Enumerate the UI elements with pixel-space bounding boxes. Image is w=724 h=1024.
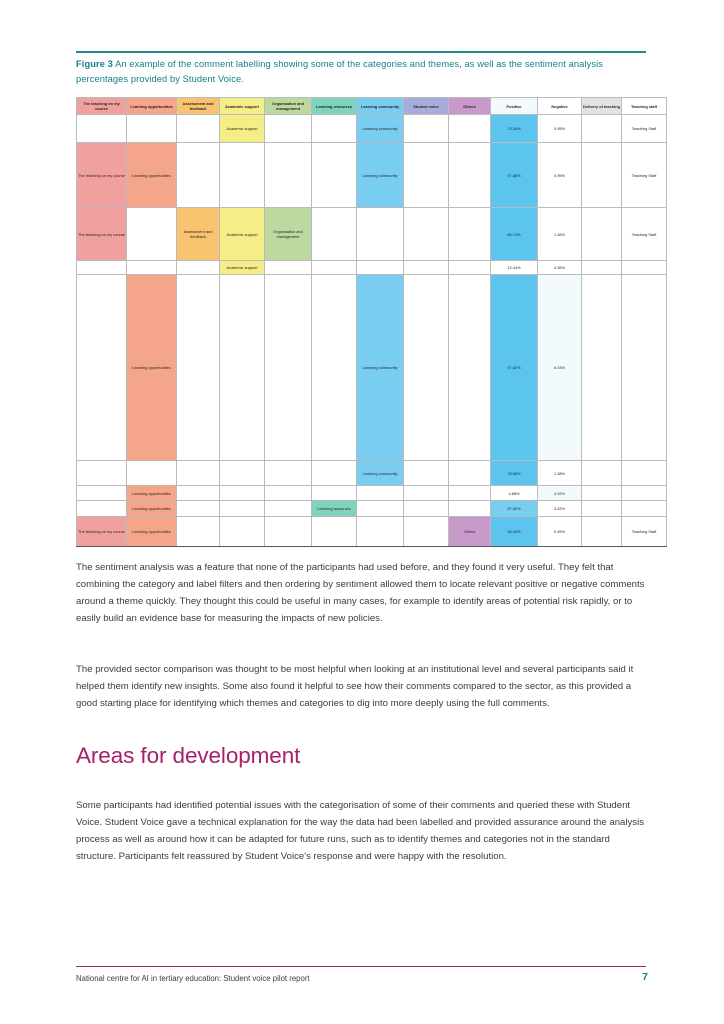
cell-empty-orgmgmt [265, 115, 312, 143]
cell-label: Teaching Staff [631, 172, 657, 178]
column-header-label: Learning resources [315, 103, 353, 109]
cell-empty-assessment [177, 261, 220, 275]
column-header-label: Learning community [360, 103, 400, 109]
cell-label: Learning opportunities [132, 529, 171, 534]
cell-empty-assessment [177, 486, 220, 501]
cell-empty-others [449, 501, 491, 517]
comment-labelling-table [76, 97, 667, 547]
cell-empty-learncomm [357, 261, 404, 275]
column-header-label: Learning opportunities [130, 103, 173, 109]
cell-label: Teaching Staff [631, 529, 657, 534]
column-header-delivery [582, 98, 622, 115]
table-row [77, 501, 667, 517]
table-row [77, 486, 667, 501]
cell-empty-learnres [312, 261, 357, 275]
cell-label: 1.36% [553, 231, 566, 237]
cell-empty-others [449, 208, 491, 261]
cell-learncomm [357, 461, 404, 486]
paragraph-sentiment-analysis: The sentiment analysis was a feature that none of the participants had used before, and they found it very useful. They felt that combining the category and label filters and then ordering by sentiment allowed them to locate relevant positive or negative comments around a theme quickly. They thought this could be useful in many cases, for example to identify areas of potential risk rapidly, or to easily build an evidence base for measuring the impacts of new policies. [76, 561, 645, 624]
column-header-learnopp [127, 98, 177, 115]
cell-label: Others [463, 529, 476, 534]
cell-label: 1.38% [553, 470, 566, 476]
cell-empty-delivery [582, 208, 622, 261]
table-row [77, 461, 667, 486]
cell-acadsupport [220, 115, 265, 143]
cell-empty-studvoice [404, 208, 449, 261]
cell-empty-teaching [77, 486, 127, 501]
cell-empty-assessment [177, 143, 220, 208]
cell-label: 97.88% [507, 172, 521, 178]
cell-empty-orgmgmt [265, 461, 312, 486]
cell-negative [538, 261, 582, 275]
cell-label: Academic support [226, 126, 258, 131]
cell-label: 3.42% [553, 506, 566, 511]
footer-report-title: National centre for AI in tertiary education: Student voice pilot report [76, 974, 310, 983]
cell-empty-acadsupport [220, 501, 265, 517]
cell-empty-acadsupport [220, 275, 265, 461]
cell-empty-acadsupport [220, 143, 265, 208]
cell-empty-delivery [582, 261, 622, 275]
cell-empty-teaching [77, 115, 127, 143]
column-header-label: Negative [551, 103, 568, 109]
cell-empty-teaching [77, 501, 127, 517]
cell-positive [491, 115, 538, 143]
cell-teaching [77, 143, 127, 208]
cell-label: Learning community [362, 365, 398, 370]
cell-empty-delivery [582, 143, 622, 208]
column-header-negative [538, 98, 582, 115]
cell-teaching [77, 517, 127, 547]
cell-label: Learning resources [317, 506, 351, 511]
cell-empty-teaching [77, 261, 127, 275]
section-heading-areas-for-development: Areas for development [76, 743, 301, 768]
cell-negative [538, 143, 582, 208]
cell-empty-delivery [582, 517, 622, 547]
cell-label: Learning community [362, 126, 398, 131]
cell-label: 0.95% [553, 126, 566, 131]
cell-empty-others [449, 275, 491, 461]
cell-learnopp [127, 275, 177, 461]
cell-empty-teachstaff [622, 486, 667, 501]
cell-label: 0.45% [553, 529, 566, 534]
cell-label: 4.36% [553, 265, 566, 270]
cell-empty-learnopp [127, 261, 177, 275]
figure-caption-label: Figure 3 [76, 59, 113, 69]
cell-empty-learnres [312, 275, 357, 461]
cell-negative [538, 208, 582, 261]
cell-empty-learnopp [127, 208, 177, 261]
cell-empty-orgmgmt [265, 501, 312, 517]
cell-learnopp [127, 517, 177, 547]
cell-learnopp [127, 501, 177, 517]
cell-empty-orgmgmt [265, 261, 312, 275]
cell-label: 66.74% [507, 231, 521, 237]
cell-teachstaff [622, 208, 667, 261]
table-row [77, 275, 667, 461]
cell-teachstaff [622, 115, 667, 143]
table-row [77, 208, 667, 261]
cell-empty-teachstaff [622, 261, 667, 275]
column-header-label: Delivery of teaching [583, 103, 620, 109]
cell-label: Academic support [226, 265, 258, 270]
cell-empty-learnopp [127, 115, 177, 143]
cell-empty-studvoice [404, 461, 449, 486]
cell-empty-others [449, 115, 491, 143]
cell-positive [491, 501, 538, 517]
cell-label: 12.44% [507, 265, 521, 270]
cell-empty-acadsupport [220, 486, 265, 501]
column-header-learnres [312, 98, 357, 115]
cell-empty-teaching [77, 461, 127, 486]
column-header-label: Others [463, 103, 476, 109]
cell-label: Learning opportunities [132, 490, 171, 496]
cell-positive [491, 275, 538, 461]
cell-positive [491, 208, 538, 261]
cell-empty-learnres [312, 486, 357, 501]
cell-learncomm [357, 115, 404, 143]
cell-empty-others [449, 143, 491, 208]
cell-label: Teaching Staff [631, 231, 657, 237]
cell-empty-learncomm [357, 517, 404, 547]
cell-empty-delivery [582, 501, 622, 517]
cell-assessment [177, 208, 220, 261]
cell-empty-teachstaff [622, 461, 667, 486]
cell-empty-assessment [177, 115, 220, 143]
cell-empty-orgmgmt [265, 143, 312, 208]
cell-positive [491, 461, 538, 486]
paragraph-areas-for-development: Some participants had identified potential issues with the categorisation of some of their comments and queried these with Student Voice. Student Voice gave a technical explanation for the way the data had been labelled and provided assurance around the analysis process as well as around how it can be adapted for future runs, such as to identify themes and categories not in the standard structure. Participants felt reassured by Student Voice's response and were happy with the resolution. [76, 799, 645, 862]
column-header-label: The teaching on my course [83, 101, 120, 111]
cell-label: Teaching Staff [631, 126, 657, 131]
cell-empty-delivery [582, 115, 622, 143]
cell-empty-delivery [582, 486, 622, 501]
cell-label: 73.34% [507, 126, 521, 131]
cell-label: 6.03% [553, 365, 566, 370]
cell-empty-learncomm [357, 501, 404, 517]
cell-label: Assessment and feedback [183, 229, 213, 239]
column-header-learncomm [357, 98, 404, 115]
paragraph-sector-comparison: The provided sector comparison was thought to be most helpful when looking at an institutional level and several participants said it helped them identify new insights. Some also found it helpful to see how their comments compared to the sector, as this provided a good starting place for identifying which themes and categories to dig into more deeply using the full comments. [76, 663, 634, 709]
cell-acadsupport [220, 208, 265, 261]
cell-label: Organisation and management [273, 229, 303, 239]
figure-caption-text: An example of the comment labelling showing some of the categories and themes, as well as the sentiment analysis percentages provided by Student Voice. [76, 59, 603, 85]
cell-label: The teaching on my course [78, 172, 125, 178]
figure-3-table-wrapper [76, 97, 658, 547]
cell-empty-teachstaff [622, 501, 667, 517]
cell-negative [538, 115, 582, 143]
caption-top-rule [76, 51, 646, 53]
cell-label: The teaching on my course [78, 529, 125, 534]
cell-label: 94.40% [507, 529, 521, 534]
cell-others [449, 517, 491, 547]
cell-empty-delivery [582, 461, 622, 486]
cell-empty-assessment [177, 275, 220, 461]
cell-empty-learnres [312, 461, 357, 486]
cell-empty-others [449, 461, 491, 486]
column-header-orgmgmt [265, 98, 312, 115]
cell-empty-studvoice [404, 261, 449, 275]
cell-empty-others [449, 486, 491, 501]
cell-learncomm [357, 275, 404, 461]
cell-empty-learnres [312, 208, 357, 261]
cell-empty-studvoice [404, 275, 449, 461]
cell-learnres [312, 501, 357, 517]
column-header-label: Positive [506, 103, 522, 109]
column-header-acadsupport [220, 98, 265, 115]
column-header-teachstaff [622, 98, 667, 115]
cell-empty-learnres [312, 517, 357, 547]
column-header-others [449, 98, 491, 115]
cell-empty-studvoice [404, 517, 449, 547]
cell-positive [491, 517, 538, 547]
column-header-label: Teaching staff [630, 103, 658, 109]
column-header-label: Academic support [225, 103, 259, 109]
cell-empty-assessment [177, 517, 220, 547]
cell-empty-studvoice [404, 501, 449, 517]
cell-negative [538, 275, 582, 461]
cell-empty-learnopp [127, 461, 177, 486]
cell-empty-studvoice [404, 486, 449, 501]
table-row [77, 517, 667, 547]
cell-learnopp [127, 143, 177, 208]
column-header-label: Organisation and management [272, 101, 304, 111]
cell-label: Academic support [226, 231, 258, 237]
cell-empty-acadsupport [220, 517, 265, 547]
cell-empty-orgmgmt [265, 486, 312, 501]
cell-label: 4.68% [508, 490, 520, 496]
cell-label: 0.95% [553, 172, 566, 178]
cell-orgmgmt [265, 208, 312, 261]
cell-empty-learncomm [357, 486, 404, 501]
cell-label: Learning opportunities [132, 506, 171, 511]
column-header-assessment [177, 98, 220, 115]
table-row [77, 115, 667, 143]
cell-acadsupport [220, 261, 265, 275]
column-header-studvoice [404, 98, 449, 115]
table-header-row [77, 98, 667, 115]
cell-empty-studvoice [404, 115, 449, 143]
cell-negative [538, 517, 582, 547]
cell-label: 78.88% [507, 470, 521, 476]
cell-empty-orgmgmt [265, 275, 312, 461]
cell-negative [538, 501, 582, 517]
cell-label: 67.80% [507, 506, 521, 511]
cell-label: Learning opportunities [132, 365, 171, 370]
cell-empty-delivery [582, 275, 622, 461]
cell-positive [491, 261, 538, 275]
cell-empty-studvoice [404, 143, 449, 208]
cell-empty-assessment [177, 461, 220, 486]
cell-empty-learnres [312, 115, 357, 143]
cell-empty-orgmgmt [265, 517, 312, 547]
cell-teachstaff [622, 517, 667, 547]
cell-empty-teaching [77, 275, 127, 461]
cell-label: Learning community [362, 470, 398, 476]
cell-empty-teachstaff [622, 275, 667, 461]
cell-label: 97.82% [507, 365, 521, 370]
column-header-positive [491, 98, 538, 115]
cell-empty-learncomm [357, 208, 404, 261]
cell-negative [538, 461, 582, 486]
column-header-label: Student voice [413, 103, 439, 109]
cell-label: 4.92% [553, 490, 566, 496]
column-header-teaching [77, 98, 127, 115]
cell-label: Learning community [362, 172, 398, 178]
cell-negative [538, 486, 582, 501]
table-row [77, 143, 667, 208]
cell-positive [491, 486, 538, 501]
cell-empty-acadsupport [220, 461, 265, 486]
cell-empty-assessment [177, 501, 220, 517]
footer-rule [76, 966, 646, 967]
column-header-label: Assessment and feedback [182, 101, 214, 111]
cell-label: The teaching on my course [78, 231, 125, 237]
footer-page-number: 7 [642, 971, 648, 983]
cell-learnopp [127, 486, 177, 501]
cell-learncomm [357, 143, 404, 208]
table-row [77, 261, 667, 275]
cell-positive [491, 143, 538, 208]
cell-teaching [77, 208, 127, 261]
cell-teachstaff [622, 143, 667, 208]
cell-empty-others [449, 261, 491, 275]
figure-caption [76, 57, 650, 87]
cell-empty-learnres [312, 143, 357, 208]
cell-label: Learning opportunities [132, 172, 171, 178]
